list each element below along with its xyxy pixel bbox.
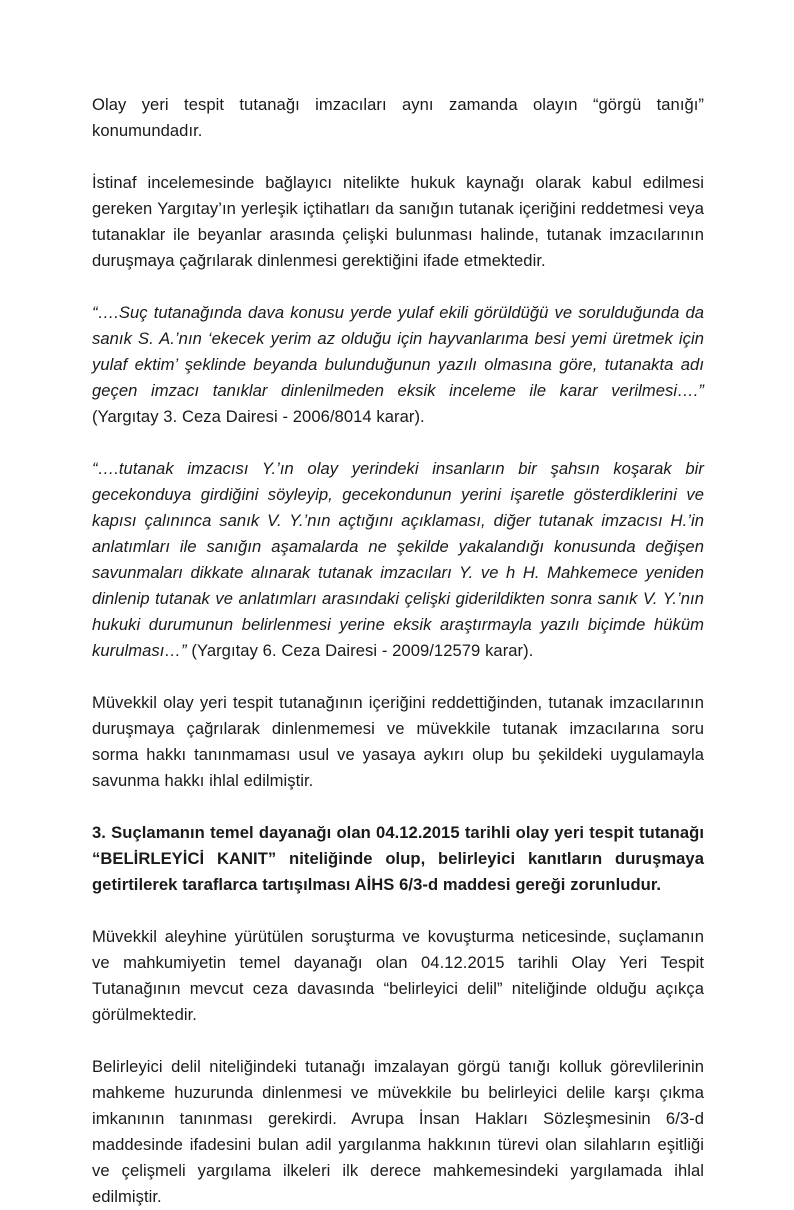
- document-body: [92, 92, 704, 1210]
- paragraph-savunma-hakki-ihlali: Müvekkil olay yeri tespit tutanağının içeriğini reddettiğinden, tutanak imzacılarının duruşmaya çağrılarak dinlenmemesi ve müvekkile tutanak imzacılarına soru sorma hakkı tanınmaması usul ve yasaya aykırı olup bu şekildeki uygulamayla savunma hakkı ihlal edilmiştir.: [92, 693, 704, 790]
- paragraph-yargitay-3-ceza-quote: [92, 300, 704, 430]
- paragraph-heading-belirleyici-kanit: 3. Suçlamanın temel dayanağı olan 04.12.2015 tarihli olay yeri tespit tutanağı “BELİRLEYİCİ KANIT” niteliğinde olup, belirleyici kanıtların duruşmaya getirtilerek taraflarca tartışılması AİHS 6/3-d maddesi gereği zorunludur.: [92, 823, 704, 894]
- quote-text-yargitay-3: “….Suç tutanağında dava konusu yerde yulaf ekili görüldüğü ve sorulduğunda da sanık S. A.’nın ‘ekecek yerim az olduğu için hayvanlarıma besi yemi üretmek için yulaf ektim’ şeklinde beyanda bulunduğunun yazılı olmasına göre, tutanakta adı geçen imzacı tanıklar dinlenilmeden eksik inceleme ile karar verilmesi….”: [92, 303, 704, 400]
- paragraph-aihs-ihlal-sonuc: Belirleyici delil niteliğindeki tutanağı imzalayan görgü tanığı kolluk görevlilerinin mahkeme huzurunda dinlenmesi ve müvekkile bu belirleyici delile karşı çıkma imkanının tanınması gerekirdi. Avrupa İnsan Hakları Sözleşmesinin 6/3-d maddesinde ifadesini bulan adil yargılanma hakkının türevi olan silahların eşitliği ve çelişmeli yargılama ilkeleri ilk derece mahkemesindeki yargılamada ihlal edilmiştir.: [92, 1057, 704, 1206]
- paragraph-yargitay-6-ceza-quote: [92, 456, 704, 664]
- citation-yargitay-3: (Yargıtay 3. Ceza Dairesi - 2006/8014 karar).: [92, 407, 425, 426]
- citation-yargitay-6: (Yargıtay 6. Ceza Dairesi - 2009/12579 karar).: [186, 641, 534, 660]
- quote-text-yargitay-6: “….tutanak imzacısı Y.’ın olay yerindeki insanların bir şahsın koşarak bir gecekonduya girdiğini söyleyip, gecekondunun yerini işaretle gösterdiklerini ve kapısı çalınınca sanık V. Y.’nın açtığını açıklaması, diğer tutanak imzacısı H.’in anlatımları ile sanığın aşamalarda ne şekilde yakalandığı konusunda değişen savunmaları dikkate alınarak tutanak imzacıları Y. ve h H. Mahkemece yeniden dinlenip tutanak ve anlatımları arasındaki çelişki giderildikten sonra sanık V. Y.’nın hukuki durumunun belirlenmesi yerine eksik araştırmayla yazılı biçimde hüküm kurulması…”: [92, 459, 704, 660]
- paragraph-gorgu-tanigi: Olay yeri tespit tutanağı imzacıları aynı zamanda olayın “görgü tanığı” konumundadır.: [92, 95, 704, 140]
- paragraph-istinaf-incelemesi: İstinaf incelemesinde bağlayıcı nitelikte hukuk kaynağı olarak kabul edilmesi gereken Yargıtay’ın yerleşik içtihatları da sanığın tutanak içeriğini reddetmesi veya tutanaklar ile beyanlar arasında çelişki bulunması halinde, tutanak imzacılarının duruşmaya çağrılarak dinlenmesi gerektiğini ifade etmektedir.: [92, 173, 704, 270]
- paragraph-belirleyici-delil-nitelik: Müvekkil aleyhine yürütülen soruşturma ve kovuşturma neticesinde, suçlamanın ve mahkumiyetin temel dayanağı olan 04.12.2015 tarihli Olay Yeri Tespit Tutanağının mevcut ceza davasında “belirleyici delil” niteliğinde olduğu açıkça görülmektedir.: [92, 927, 704, 1024]
